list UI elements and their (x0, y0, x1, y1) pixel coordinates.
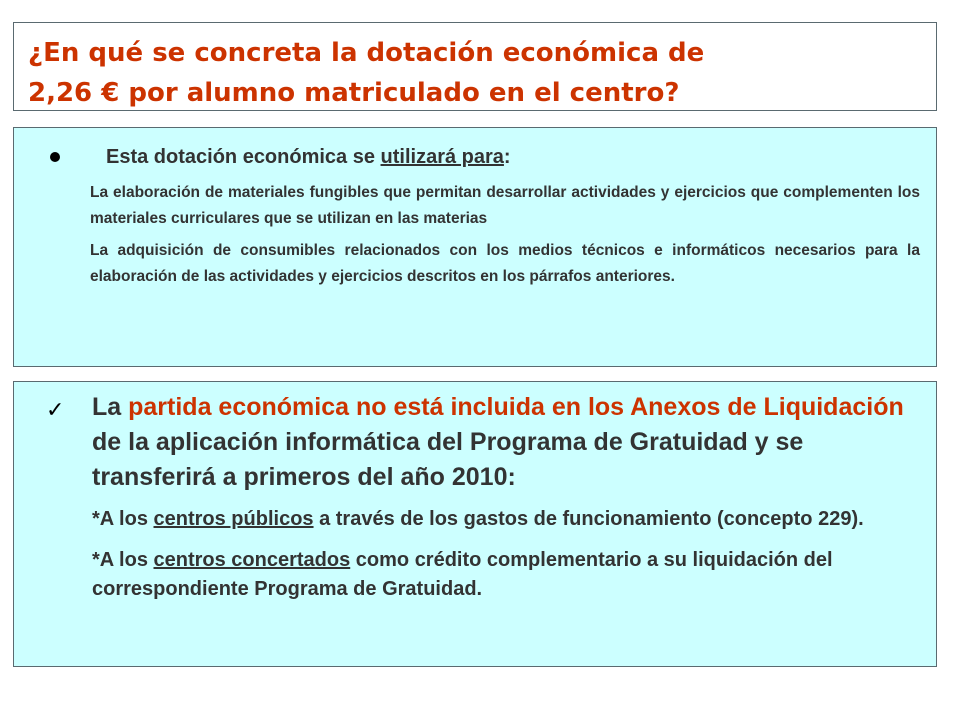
title-line-2: 2,26 € por alumno matriculado en el centro? (28, 78, 680, 108)
usage-lead-underlined: utilizará para (380, 145, 504, 168)
usage-panel (13, 127, 937, 367)
public-centers-underlined: centros públicos (153, 508, 314, 530)
transfer-main-text (92, 390, 920, 495)
transfer-main-part-2: de la aplicación informática del Programa de Gratuidad y se transferirá a primeros del año 2010: (92, 428, 804, 491)
concerted-centers-underlined: centros concertados (153, 549, 351, 571)
transfer-main-highlight: partida económica no está incluida en los Anexos de Liquidación (128, 393, 904, 421)
usage-lead (106, 146, 511, 169)
bullet-dot-icon (50, 152, 60, 162)
usage-lead-row (30, 140, 920, 174)
concerted-centers-post: como crédito complementario a su liquidación del correspondiente Programa de Gratuidad. (92, 549, 833, 600)
usage-paragraph-1: La elaboración de materiales fungibles que permitan desarrollar actividades y ejercicios que complementen los materiales curriculares que se utilizan en las materias (90, 184, 920, 227)
usage-paragraph-2: La adquisición de consumibles relacionados con los medios técnicos e informáticos necesarios para la elaboración de las actividades y ejercicios descritos en los párrafos anteriores. (90, 242, 920, 285)
usage-lead-pre: Esta dotación económica se (106, 145, 381, 168)
title-box (13, 22, 937, 111)
transfer-main-part-1: La (92, 393, 129, 421)
title-line-1: ¿En qué se concreta la dotación económica de (28, 38, 705, 68)
concerted-centers-text (92, 546, 920, 604)
concerted-centers-pre: *A los (92, 549, 154, 571)
slide-title (28, 33, 922, 113)
public-centers-text (92, 505, 920, 534)
checkmark-icon: ✓ (46, 397, 65, 422)
transfer-panel (13, 381, 937, 667)
public-centers-pre: *A los (92, 508, 154, 530)
public-centers-post: a través de los gastos de funcionamiento (concepto 229). (313, 508, 864, 530)
usage-lead-post: : (503, 145, 511, 168)
transfer-main-row (30, 390, 920, 495)
